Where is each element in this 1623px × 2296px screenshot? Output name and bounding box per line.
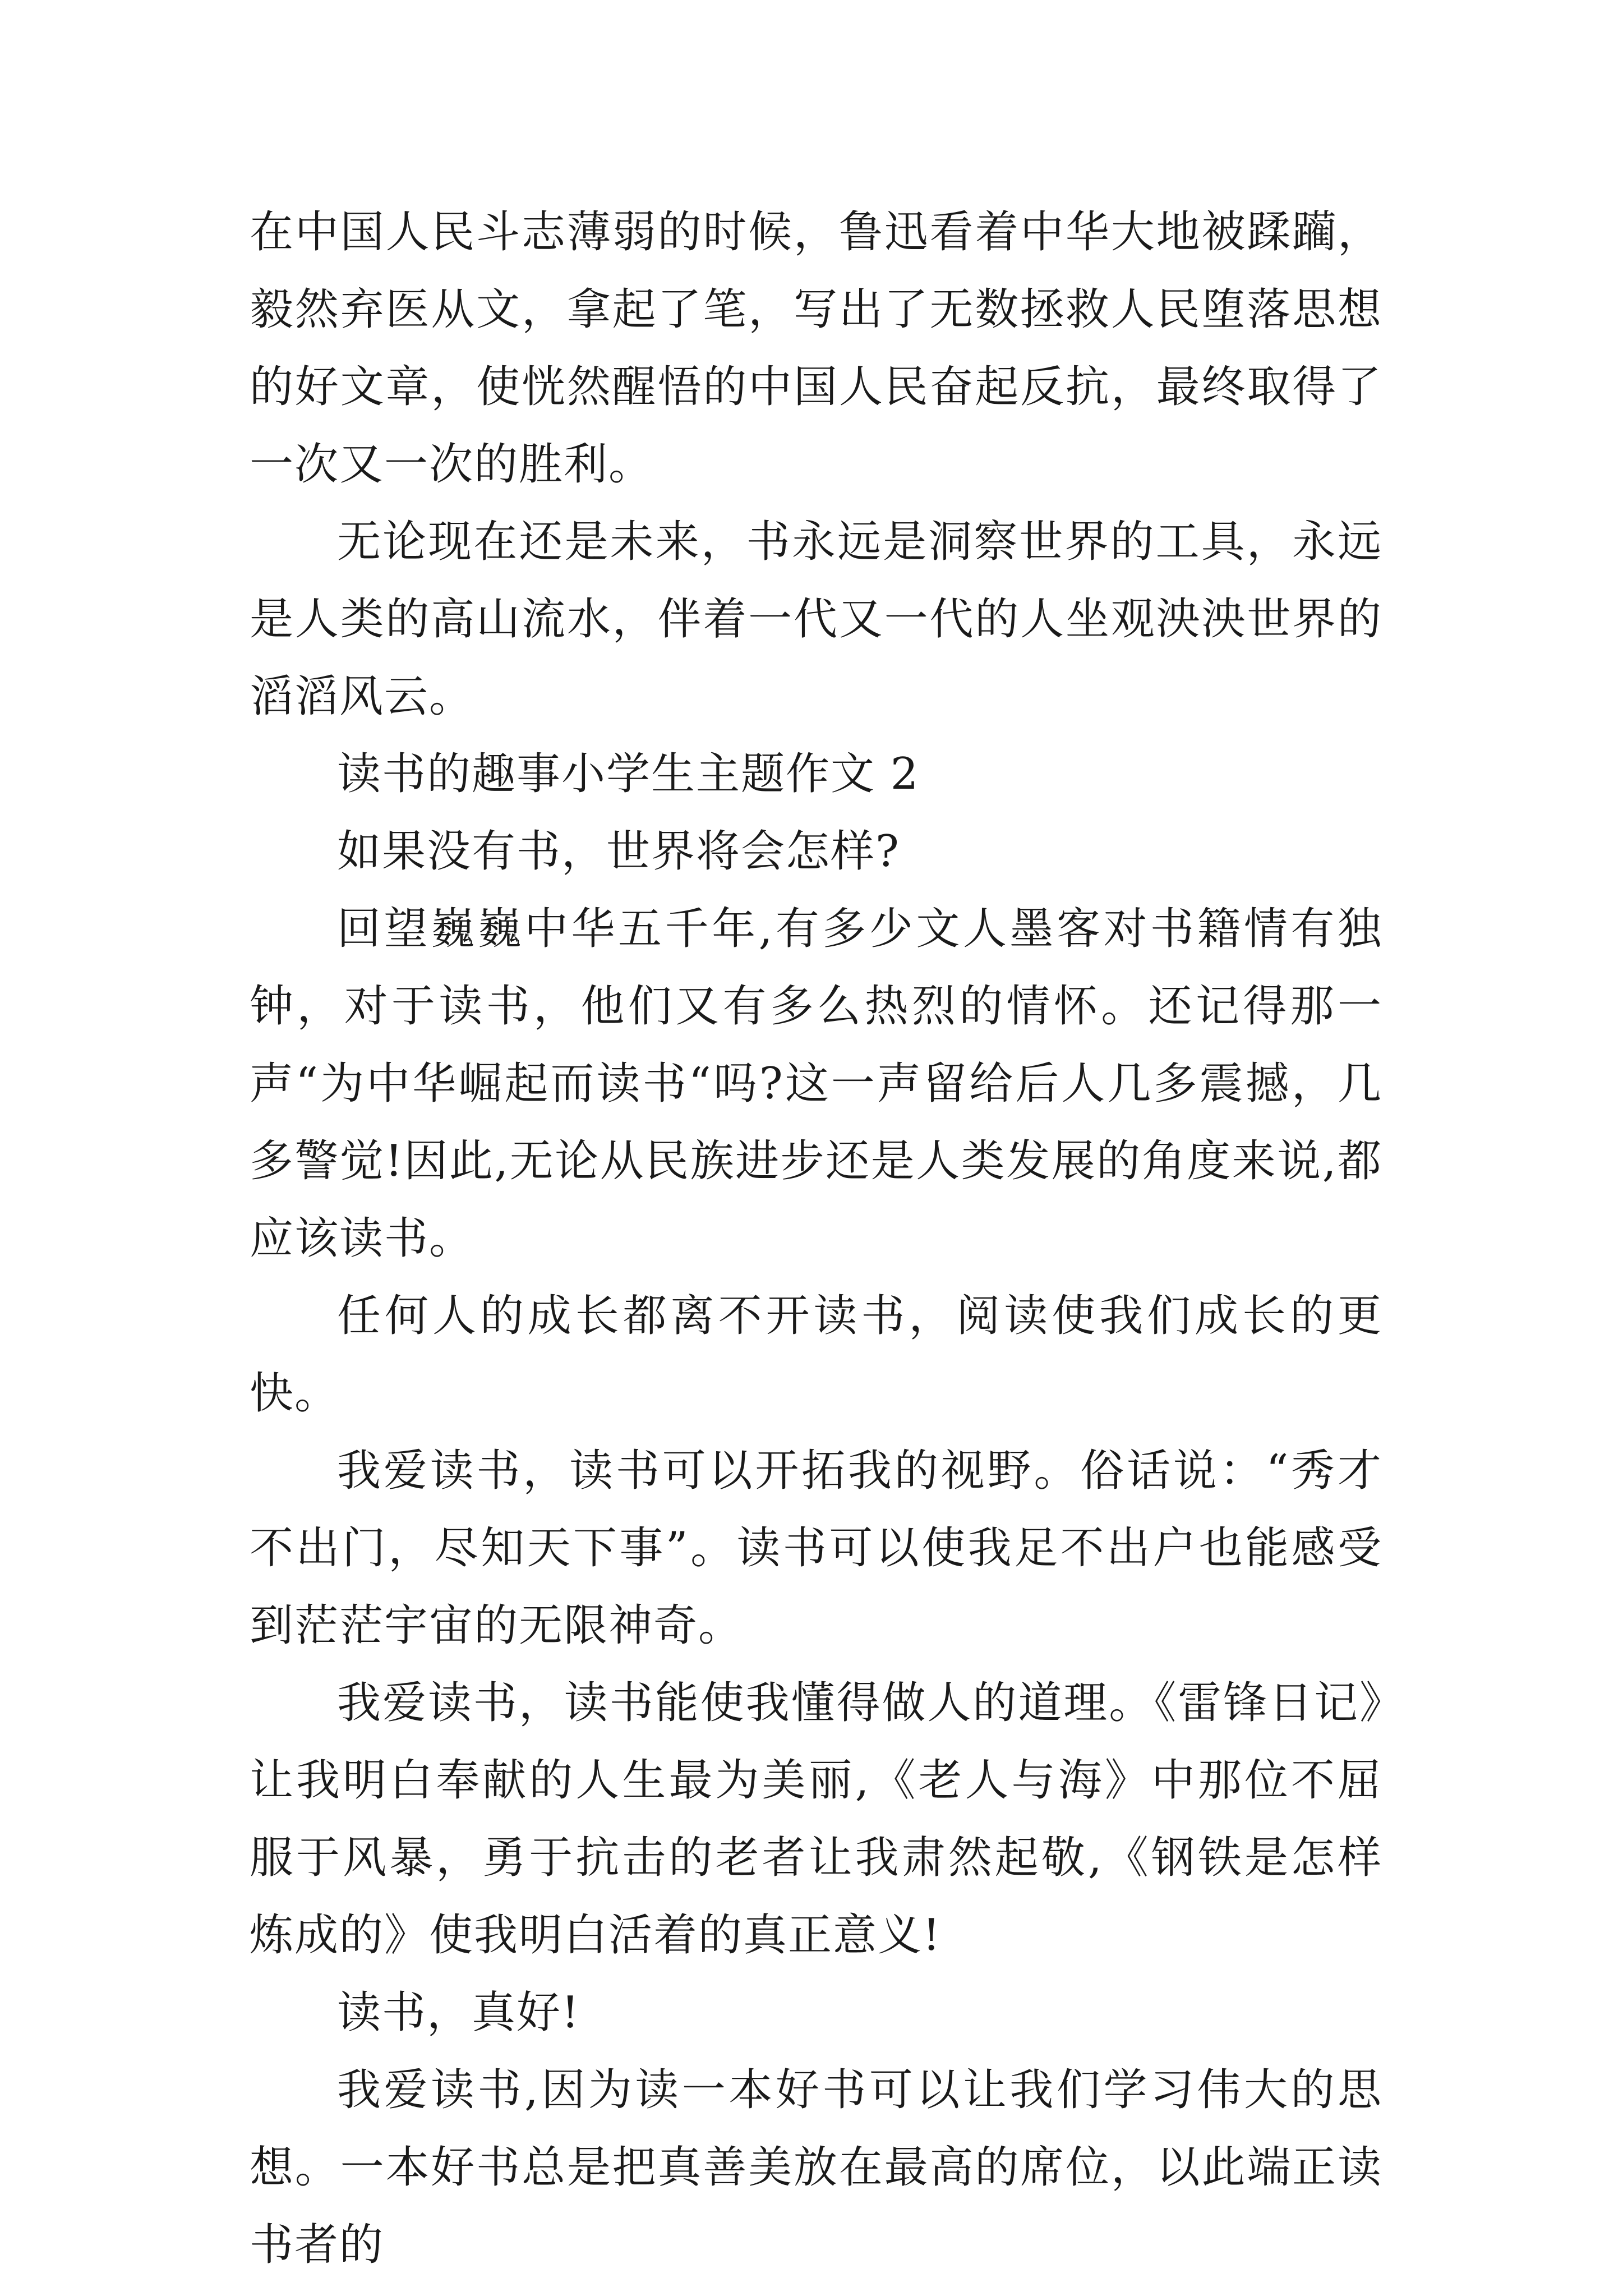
paragraph-6: 任何人的成长都离不开读书，阅读使我们成长的更快。 <box>250 1291 1382 1419</box>
paragraph-1: 在中国人民斗志薄弱的时候，鲁迅看着中华大地被蹂躏，毅然弃医从文，拿起了笔，写出了无数拯救人民堕落思想的好文章，使恍然醒悟的中国人民奋起反抗，最终取得了一次又一次的胜利。 <box>250 207 1382 490</box>
paragraph-7: 我爱读书，读书可以开拓我的视野。俗话说：“秀才不出门，尽知天下事”。读书可以使我足不出户也能感受到茫茫宇宙的无限神奇。 <box>250 1446 1382 1651</box>
paragraph-2: 无论现在还是未来，书永远是洞察世界的工具，永远是人类的高山流水，伴着一代又一代的人坐观泱泱世界的滔滔风云。 <box>250 517 1382 722</box>
essay-title: 读书的趣事小学生主题作文 2 <box>337 749 920 799</box>
paragraph-9: 读书，真好! <box>337 1987 580 2038</box>
paragraph-8: 我爱读书，读书能使我懂得做人的道理。《雷锋日记》让我明白奉献的人生最为美丽,《老人与海》中那位不屈服于风暴，勇于抗击的老者让我肃然起敬,《钢铁是怎样炼成的》使我明白活着的真正意义! <box>250 1678 1382 1961</box>
paragraph-10: 我爱读书,因为读一本好书可以让我们学习伟大的思想。一本好书总是把真善美放在最高的席位，以此端正读书者的 <box>250 2065 1382 2270</box>
paragraph-5: 回望巍巍中华五千年,有多少文人墨客对书籍情有独钟，对于读书，他们又有多么热烈的情怀。还记得那一声“为中华崛起而读书“吗?这一声留给后人几多震撼，几多警觉!因此,无论从民族进步还是人类发展的角度来说,都应该读书。 <box>250 904 1382 1264</box>
document-body <box>250 194 1382 2284</box>
paragraph-4: 如果没有书，世界将会怎样? <box>337 826 900 877</box>
